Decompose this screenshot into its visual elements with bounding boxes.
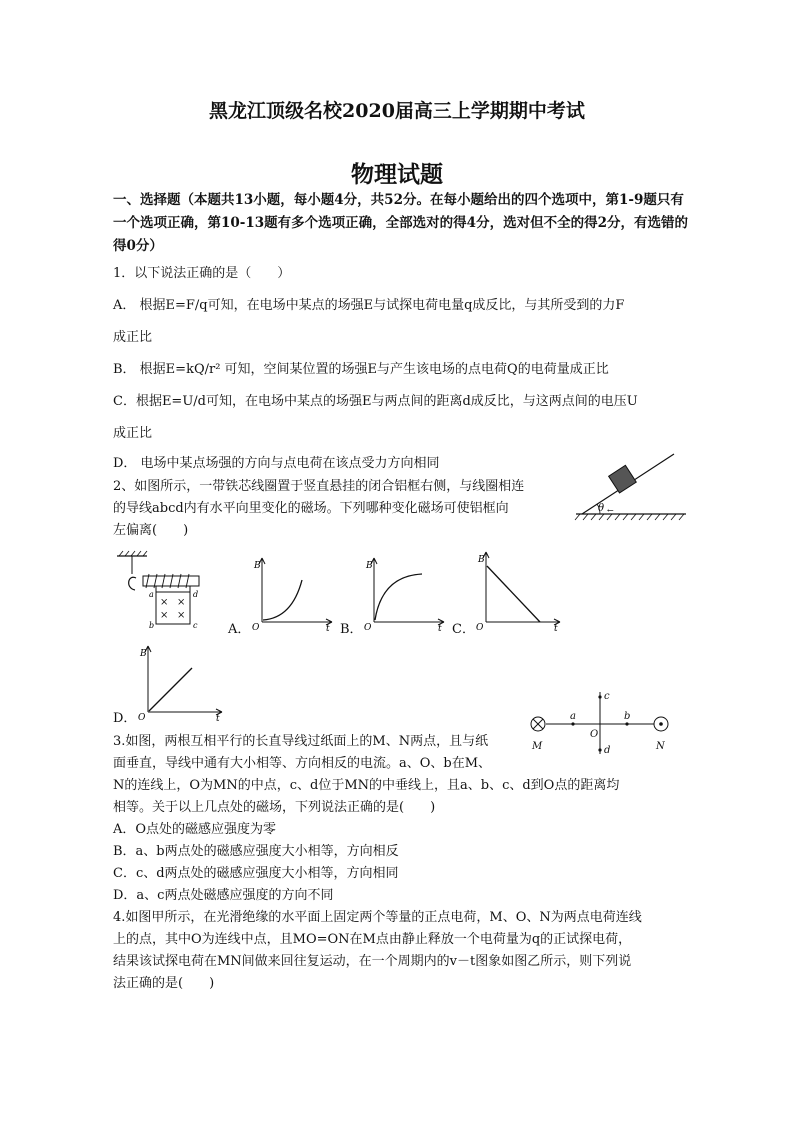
corner-d-label: d xyxy=(193,590,199,599)
aluminum-ring-icon xyxy=(129,577,136,590)
q2-graph-a-axis-t: t xyxy=(326,624,330,632)
section-heading: 一、选择题（本题共13小题，每小题4分，共52分。在每小题给出的四个选项中，第1-9题只有一个选项正确，第10-13题有多个选项正确，全部选对的得4分，选对但不全的得2分，有选错的得0分） xyxy=(113,192,688,254)
q4-stem-line2: 上的点，其中O为连线中点，且MO=ON在M点由静止释放一个电荷量为q的正试探电荷， xyxy=(113,932,632,947)
q2-graph-a-axis-b: B xyxy=(254,561,261,571)
q2-graph-d-axis-b: B xyxy=(140,649,147,659)
q1-option-c: C．根据E=U/d可知，在电场中某点的场强E与两点间的距离d成反比，与这两点间的电压U xyxy=(113,394,638,409)
corner-a-label: a xyxy=(149,590,154,599)
block-icon xyxy=(609,465,637,493)
q2-graph-d xyxy=(132,640,228,722)
q3-fig-label-n: N xyxy=(656,741,665,752)
q3-fig-label-a: a xyxy=(570,711,576,722)
q2-option-b-label: B． xyxy=(340,622,363,637)
q2-graph-c-line xyxy=(487,566,540,622)
q3-option-a: A．O点处的磁感应强度为零 xyxy=(113,822,277,837)
q2-graph-b-axis-b: B xyxy=(366,561,373,571)
q2-stem-line3: 左偏离( ) xyxy=(113,523,189,538)
q1-option-a-cont: 成正比 xyxy=(113,330,153,345)
svg-text:×: × xyxy=(160,597,169,608)
q2-graph-a xyxy=(246,552,338,632)
q3-stem-line3: N的连线上，O为MN的中点，c、d位于MN的中垂线上，且a、b、c、d到O点的距离均 xyxy=(113,778,620,793)
q2-stem-line2: 的导线abcd内有水平向里变化的磁场。下列哪种变化磁场可使铝框向 xyxy=(113,501,509,516)
q2-graph-c-origin: O xyxy=(476,623,484,632)
incline-figure xyxy=(568,452,690,524)
incline-angle-label: θ xyxy=(598,503,605,514)
q3-fig-label-m: M xyxy=(532,741,543,752)
q1-option-c-cont: 成正比 xyxy=(113,426,153,441)
q1-option-d: D． 电场中某点场强的方向与点电荷在该点受力方向相同 xyxy=(113,456,440,471)
q4-stem-line4: 法正确的是( ) xyxy=(113,976,215,991)
q2-graph-c-axis-b: B xyxy=(478,555,485,565)
q3-fig-label-d: d xyxy=(604,745,611,756)
q2-apparatus-figure xyxy=(113,548,211,632)
q3-option-b: B．a、b两点处的磁感应强度大小相等，方向相反 xyxy=(113,844,399,859)
q3-fig-label-o: O xyxy=(590,729,599,740)
svg-text:×: × xyxy=(177,597,186,608)
q2-graph-b-curve xyxy=(375,574,422,620)
q2-graph-d-axis-t: t xyxy=(216,714,220,722)
corner-b-label: b xyxy=(149,621,155,630)
q2-graph-b-axis-t: t xyxy=(438,624,442,632)
svg-text:←: ← xyxy=(607,506,614,515)
q3-stem-line4: 相等。关于以上几点处的磁场，下列说法正确的是( ) xyxy=(113,800,436,815)
q3-fig-label-b: b xyxy=(624,711,631,722)
q2-graph-b-origin: O xyxy=(364,623,372,632)
wire-into-page-icon xyxy=(531,717,545,731)
exam-subtitle: 物理试题 xyxy=(351,161,443,188)
q3-fig-label-c: c xyxy=(604,691,610,702)
q3-stem-line1: 3.如图，两根互相平行的长直导线过纸面上的M、N两点，且与纸 xyxy=(113,734,489,749)
q2-option-c-label: C． xyxy=(452,622,475,637)
q3-option-d: D．a、c两点处磁感应强度的方向不同 xyxy=(113,888,334,903)
q1-option-a: A． 根据E=F/q可知，在电场中某点的场强E与试探电荷电量q成反比，与其所受到的力F xyxy=(113,298,625,313)
q2-graph-a-origin: O xyxy=(252,623,260,632)
q2-option-a-label: A． xyxy=(228,622,251,637)
q3-wire-figure xyxy=(524,686,684,756)
corner-c-label: c xyxy=(193,621,198,630)
q3-stem-line2: 面垂直，导线中通有大小相等、方向相反的电流。a、O、b在M、 xyxy=(113,756,492,771)
q2-graph-b xyxy=(358,552,450,632)
q2-graph-a-curve xyxy=(263,580,302,620)
svg-text:×: × xyxy=(177,610,186,621)
q2-graph-d-origin: O xyxy=(138,713,146,722)
wire-out-of-page-icon xyxy=(654,717,668,731)
q4-stem-line3: 结果该试探电荷在MN间做来回往复运动，在一个周期内的v－t图象如图乙所示，则下列说 xyxy=(113,954,632,969)
q3-option-c: C．c、d两点处的磁感应强度大小相等，方向相同 xyxy=(113,866,399,881)
q2-option-d-label: D． xyxy=(113,711,137,726)
q2-graph-d-line xyxy=(149,668,192,711)
q2-graph-c xyxy=(470,546,566,632)
q2-graph-c-axis-t: t xyxy=(554,624,558,632)
exam-title: 黑龙江顶级名校2020届高三上学期期中考试 xyxy=(209,100,585,122)
q2-stem-line1: 2、如图所示，一带铁芯线圈置于竖直悬挂的闭合铝框右侧，与线圈相连 xyxy=(113,479,525,494)
q1-option-b: B． 根据E=kQ/r² 可知，空间某位置的场强E与产生该电场的点电荷Q的电荷量成正比 xyxy=(113,362,609,377)
q1-stem: 1．以下说法正确的是（ ） xyxy=(113,266,291,281)
q4-stem-line1: 4.如图甲所示，在光滑绝缘的水平面上固定两个等量的正点电荷，M、O、N为两点电荷连线 xyxy=(113,910,642,925)
svg-text:×: × xyxy=(160,610,169,621)
